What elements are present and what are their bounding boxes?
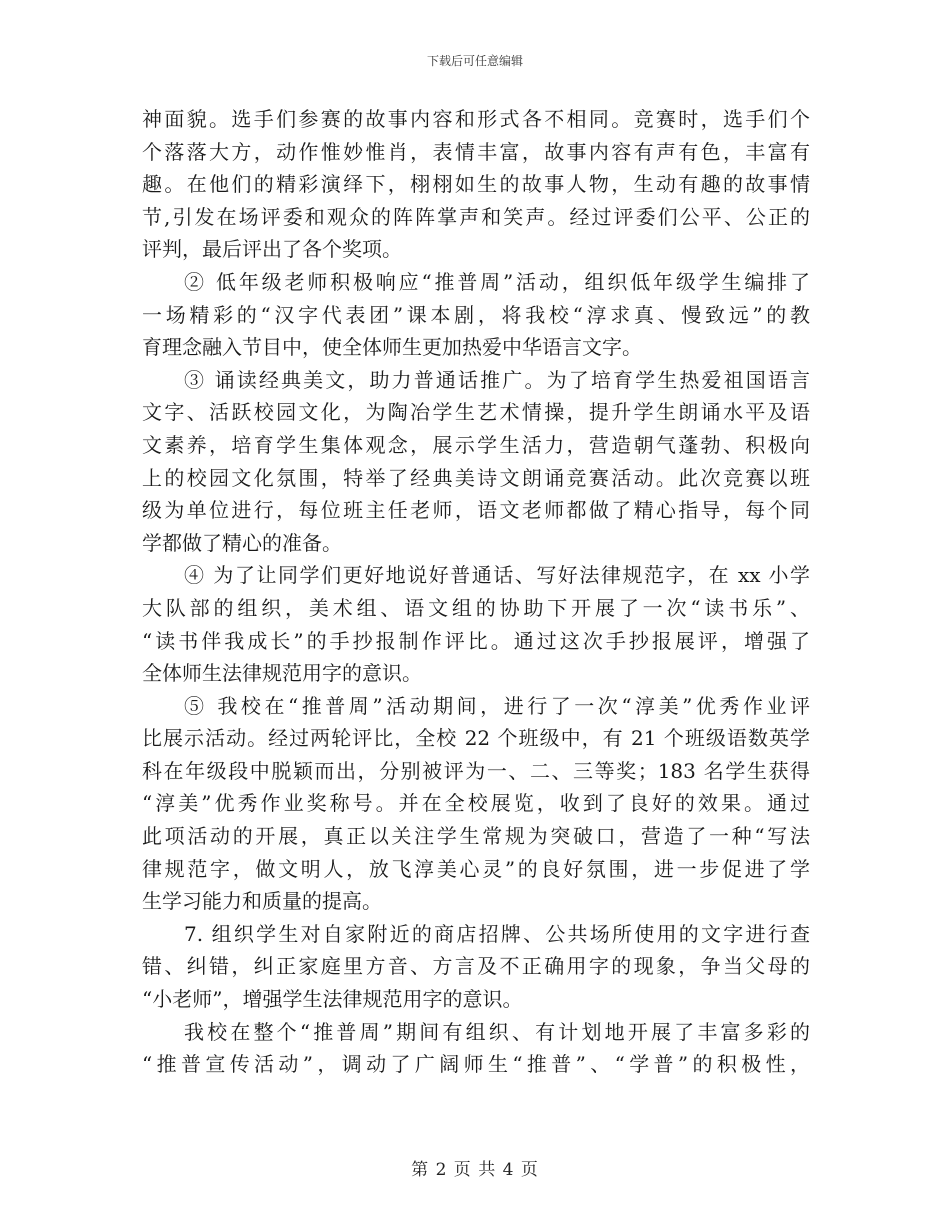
- text-line: “小老师”，增强学生法律规范用字的意识。: [142, 987, 523, 1012]
- text-line: 文字、活跃校园文化，为陶冶学生艺术情操，提升学生朗诵水平及语: [142, 400, 810, 425]
- page-footer: 第 2 页 共 4 页: [411, 1160, 539, 1180]
- text-line: 神面貌。选手们参赛的故事内容和形式各不相同。竞赛时，选手们个: [142, 107, 810, 131]
- text-line: ② 低年级老师积极响应“推普周”活动，组织低年级学生编排了: [184, 269, 810, 294]
- text-line: 学都做了精心的准备。: [142, 530, 342, 555]
- text-line: 级为单位进行，每位班主任老师，语文老师都做了精心指导，每个同: [142, 498, 810, 523]
- text-line: 生学习能力和质量的提高。: [142, 889, 382, 914]
- text-line: 育理念融入节目中，使全体师生更加热爱中华语言文字。: [142, 335, 642, 360]
- text-line: 此项活动的开展，真正以关注学生常规为突破口，营造了一种“写法: [142, 824, 810, 849]
- text-line: 7. 组织学生对自家附近的商店招牌、公共场所使用的文字进行查: [184, 921, 810, 946]
- text-line: 错、纠错，纠正家庭里方音、方言及不正确用字的现象，争当父母的: [142, 954, 810, 979]
- text-line: 评判，最后评出了各个奖项。: [142, 237, 402, 262]
- text-line: ⑤ 我校在“推普周”活动期间，进行了一次“淳美”优秀作业评: [184, 693, 810, 718]
- text-line: 律规范字，做文明人，放飞淳美心灵”的良好氛围，进一步促进了学: [142, 856, 810, 881]
- text-line: 节,引发在场评委和观众的阵阵掌声和笑声。经过评委们公平、公正的: [142, 204, 810, 229]
- text-line: 一场精彩的“汉字代表团”课本剧，将我校“淳求真、慢致远”的教: [142, 302, 810, 327]
- text-line: “淳美”优秀作业奖称号。并在全校展览，收到了良好的效果。通过: [142, 791, 810, 816]
- text-line: 全体师生法律规范用字的意识。: [142, 661, 422, 686]
- text-line: 个落落大方，动作惟妙惟肖，表情丰富，故事内容有声有色，丰富有: [142, 139, 810, 164]
- text-line: ③ 诵读经典美文，助力普通话推广。为了培育学生热爱祖国语言: [184, 367, 810, 392]
- text-line: 比展示活动。经过两轮评比，全校 22 个班级中，有 21 个班级语数英学: [142, 726, 810, 751]
- text-line: 趣。在他们的精彩演绎下，栩栩如生的故事人物，生动有趣的故事情: [142, 172, 810, 197]
- text-line: ④ 为了让同学们更好地说好普通话、写好法律规范字，在 xx 小学: [184, 563, 810, 588]
- document-body: [142, 103, 810, 1081]
- text-line: 文素养，培育学生集体观念，展示学生活力，营造朝气蓬勃、积极向: [142, 432, 810, 457]
- text-line: “推普宣传活动”，调动了广阔师生“推普”、“学普”的积极性，: [142, 1052, 810, 1077]
- text-line: 科在年级段中脱颖而出，分别被评为一、二、三等奖；183 名学生获得: [142, 758, 810, 783]
- text-line: 大队部的组织，美术组、语文组的协助下开展了一次“读书乐”、: [142, 595, 810, 620]
- text-line: 我校在整个“推普周”期间有组织、有计划地开展了丰富多彩的: [184, 1019, 810, 1044]
- text-line: “读书伴我成长”的手抄报制作评比。通过这次手抄报展评，增强了: [142, 628, 810, 653]
- text-line: 上的校园文化氛围，特举了经典美诗文朗诵竞赛活动。此次竞赛以班: [142, 465, 810, 490]
- page-header: 下载后可任意编辑: [426, 54, 523, 68]
